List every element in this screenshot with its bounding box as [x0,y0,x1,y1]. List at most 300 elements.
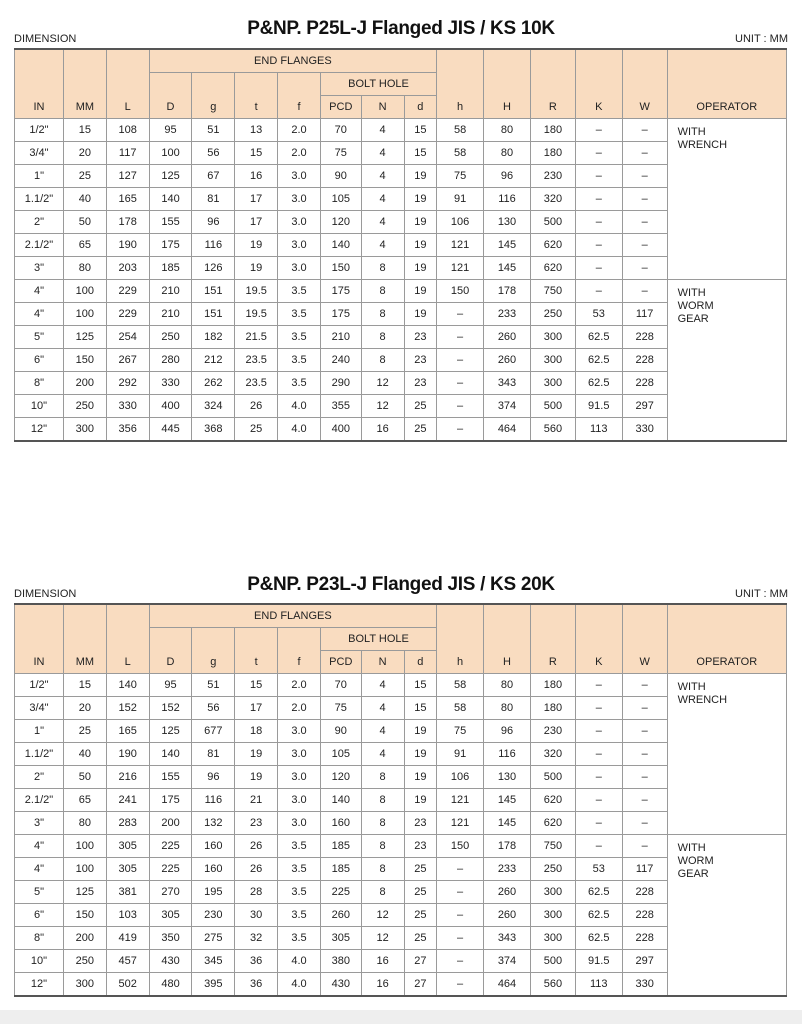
cell-length-l: 190 [106,743,149,766]
cell-size-in: 10" [15,395,64,418]
header-flange-D: D [149,73,192,119]
cell-dim-R: 180 [530,697,575,720]
cell-size-mm: 250 [63,950,106,973]
cell-flange-g: 116 [192,234,235,257]
cell-length-l: 165 [106,188,149,211]
cell-dim-R: 300 [530,326,575,349]
cell-size-in: 12" [15,973,64,997]
cell-bolt-d: 27 [404,950,437,973]
cell-dim-H: 80 [484,697,531,720]
cell-flange-t: 30 [235,904,278,927]
cell-dim-h: 121 [437,234,484,257]
cell-length-l: 292 [106,372,149,395]
cell-size-in: 5" [15,881,64,904]
cell-dim-h: – [437,349,484,372]
cell-flange-g: 96 [192,766,235,789]
cell-dim-R: 230 [530,720,575,743]
cell-size-mm: 250 [63,395,106,418]
cell-dim-R: 620 [530,789,575,812]
cell-flange-t: 16 [235,165,278,188]
cell-dim-W: 330 [622,418,667,442]
header-dim-H: H [484,49,531,119]
cell-length-l: 103 [106,904,149,927]
cell-size-mm: 40 [63,188,106,211]
cell-dim-K: 62.5 [575,349,622,372]
cell-size-in: 2" [15,211,64,234]
header-dim-W: W [622,49,667,119]
cell-bolt-pcd: 70 [320,119,361,142]
cell-dim-R: 250 [530,303,575,326]
cell-flange-d: 210 [149,280,192,303]
cell-dim-W: – [622,234,667,257]
cell-bolt-d: 25 [404,418,437,442]
cell-flange-f: 2.0 [278,674,321,697]
cell-size-mm: 80 [63,257,106,280]
cell-size-in: 6" [15,349,64,372]
cell-dim-R: 620 [530,257,575,280]
cell-dim-W: 117 [622,303,667,326]
cell-size-in: 3" [15,812,64,835]
cell-dim-h: – [437,950,484,973]
cell-length-l: 457 [106,950,149,973]
cell-dim-H: 96 [484,720,531,743]
cell-bolt-n: 8 [361,812,404,835]
cell-flange-t: 32 [235,927,278,950]
cell-bolt-n: 8 [361,858,404,881]
cell-bolt-pcd: 355 [320,395,361,418]
cell-bolt-pcd: 400 [320,418,361,442]
cell-size-mm: 25 [63,720,106,743]
cell-flange-f: 3.0 [278,257,321,280]
cell-dim-W: – [622,789,667,812]
header-bolt-d: d [404,96,437,119]
cell-flange-f: 3.5 [278,303,321,326]
cell-flange-d: 140 [149,743,192,766]
sheet-title: P&NP. P25L-J Flanged JIS / KS 10K [247,18,555,39]
cell-flange-f: 3.5 [278,927,321,950]
cell-flange-g: 116 [192,789,235,812]
cell-dim-h: 58 [437,674,484,697]
cell-dim-K: 62.5 [575,326,622,349]
header-bolt-pcd: PCD [320,651,361,674]
cell-dim-h: 121 [437,812,484,835]
unit-label: UNIT : MM [735,588,788,600]
cell-dim-R: 300 [530,349,575,372]
cell-dim-h: 150 [437,280,484,303]
cell-size-in: 2.1/2" [15,234,64,257]
cell-dim-R: 300 [530,372,575,395]
cell-bolt-pcd: 105 [320,743,361,766]
cell-bolt-d: 15 [404,697,437,720]
cell-length-l: 283 [106,812,149,835]
cell-flange-g: 151 [192,303,235,326]
cell-flange-t: 19 [235,257,278,280]
cell-dim-K: 113 [575,973,622,997]
cell-dim-H: 260 [484,326,531,349]
cell-dim-h: – [437,904,484,927]
cell-dim-W: – [622,743,667,766]
cell-dim-H: 130 [484,766,531,789]
cell-bolt-n: 8 [361,835,404,858]
cell-bolt-d: 15 [404,142,437,165]
header-end-flanges: END FLANGES [149,49,437,73]
cell-bolt-d: 25 [404,904,437,927]
header-dim-H: H [484,604,531,674]
cell-dim-R: 500 [530,766,575,789]
cell-length-l: 419 [106,927,149,950]
cell-dim-R: 180 [530,142,575,165]
cell-flange-t: 15 [235,674,278,697]
cell-size-in: 10" [15,950,64,973]
cell-bolt-n: 12 [361,927,404,950]
cell-dim-K: – [575,119,622,142]
cell-dim-K: – [575,188,622,211]
cell-length-l: 190 [106,234,149,257]
header-operator: OPERATOR [667,49,786,119]
cell-dim-K: – [575,835,622,858]
cell-flange-f: 3.0 [278,211,321,234]
cell-flange-t: 13 [235,119,278,142]
cell-length-l: 216 [106,766,149,789]
cell-bolt-pcd: 90 [320,720,361,743]
cell-size-in: 8" [15,372,64,395]
cell-size-in: 4" [15,303,64,326]
cell-bolt-d: 19 [404,188,437,211]
cell-dim-W: 228 [622,904,667,927]
cell-bolt-pcd: 70 [320,674,361,697]
cell-dim-R: 320 [530,743,575,766]
cell-length-l: 117 [106,142,149,165]
cell-size-mm: 150 [63,349,106,372]
cell-flange-f: 3.5 [278,280,321,303]
cell-size-in: 3/4" [15,697,64,720]
cell-flange-t: 21 [235,789,278,812]
cell-dim-h: – [437,858,484,881]
cell-flange-f: 3.0 [278,766,321,789]
cell-flange-d: 400 [149,395,192,418]
cell-flange-t: 25 [235,418,278,442]
header-flange-f: f [278,628,321,674]
cell-dim-W: – [622,257,667,280]
cell-flange-f: 4.0 [278,973,321,997]
cell-dim-h: 58 [437,697,484,720]
cell-dim-H: 96 [484,165,531,188]
cell-flange-f: 3.0 [278,812,321,835]
cell-bolt-pcd: 105 [320,188,361,211]
cell-flange-f: 3.5 [278,835,321,858]
cell-bolt-n: 4 [361,119,404,142]
cell-flange-t: 36 [235,950,278,973]
cell-bolt-pcd: 240 [320,349,361,372]
cell-dim-W: – [622,211,667,234]
cell-length-l: 241 [106,789,149,812]
cell-bolt-d: 25 [404,881,437,904]
cell-flange-f: 3.0 [278,743,321,766]
cell-length-l: 165 [106,720,149,743]
cell-size-mm: 125 [63,881,106,904]
cell-bolt-n: 4 [361,142,404,165]
cell-bolt-d: 19 [404,211,437,234]
cell-flange-d: 140 [149,188,192,211]
table-row [15,835,787,858]
cell-flange-f: 3.5 [278,372,321,395]
cell-bolt-n: 8 [361,280,404,303]
cell-bolt-n: 8 [361,257,404,280]
cell-flange-f: 3.5 [278,858,321,881]
header-flange-g: g [192,628,235,674]
header-dim-h: h [437,604,484,674]
cell-dim-K: 91.5 [575,395,622,418]
cell-dim-R: 560 [530,418,575,442]
cell-dim-W: – [622,165,667,188]
cell-flange-t: 26 [235,858,278,881]
cell-dim-h: – [437,973,484,997]
cell-dim-W: – [622,766,667,789]
cell-length-l: 356 [106,418,149,442]
cell-dim-h: – [437,927,484,950]
cell-flange-d: 175 [149,234,192,257]
cell-bolt-n: 16 [361,973,404,997]
cell-bolt-n: 8 [361,789,404,812]
cell-dim-W: 297 [622,950,667,973]
cell-dim-H: 260 [484,349,531,372]
cell-flange-g: 262 [192,372,235,395]
cell-dim-W: – [622,142,667,165]
header-bolt-d: d [404,651,437,674]
cell-dim-h: – [437,372,484,395]
cell-bolt-pcd: 210 [320,326,361,349]
cell-size-in: 2" [15,766,64,789]
cell-flange-d: 152 [149,697,192,720]
cell-length-l: 305 [106,835,149,858]
cell-dim-h: – [437,418,484,442]
cell-dim-h: – [437,881,484,904]
cell-flange-g: 395 [192,973,235,997]
cell-flange-g: 81 [192,188,235,211]
header-flange-t: t [235,628,278,674]
cell-dim-h: – [437,303,484,326]
cell-dim-K: – [575,743,622,766]
cell-dim-K: – [575,165,622,188]
cell-flange-g: 275 [192,927,235,950]
cell-bolt-n: 8 [361,881,404,904]
header-bolt-hole: BOLT HOLE [320,628,436,651]
cell-flange-g: 368 [192,418,235,442]
cell-dim-R: 500 [530,395,575,418]
cell-bolt-pcd: 260 [320,904,361,927]
cell-flange-g: 212 [192,349,235,372]
cell-dim-h: 58 [437,119,484,142]
cell-bolt-n: 4 [361,165,404,188]
cell-dim-h: 75 [437,720,484,743]
cell-bolt-n: 16 [361,950,404,973]
cell-dim-K: – [575,720,622,743]
cell-length-l: 127 [106,165,149,188]
cell-length-l: 140 [106,674,149,697]
cell-flange-t: 28 [235,881,278,904]
header-bolt-pcd: PCD [320,96,361,119]
cell-size-mm: 125 [63,326,106,349]
cell-dim-H: 178 [484,835,531,858]
cell-dim-K: 53 [575,858,622,881]
cell-flange-f: 2.0 [278,119,321,142]
cell-operator: WITH WORM GEAR [667,280,786,442]
cell-size-mm: 15 [63,119,106,142]
header-dim-h: h [437,49,484,119]
cell-dim-H: 178 [484,280,531,303]
cell-dim-W: – [622,188,667,211]
cell-size-mm: 50 [63,766,106,789]
cell-size-mm: 300 [63,418,106,442]
cell-size-mm: 15 [63,674,106,697]
cell-dim-R: 300 [530,881,575,904]
cell-bolt-pcd: 75 [320,142,361,165]
cell-flange-f: 2.0 [278,142,321,165]
cell-size-mm: 25 [63,165,106,188]
cell-flange-d: 95 [149,119,192,142]
cell-flange-t: 17 [235,697,278,720]
cell-dim-R: 250 [530,858,575,881]
cell-dim-H: 233 [484,303,531,326]
cell-bolt-pcd: 160 [320,812,361,835]
cell-flange-f: 3.0 [278,188,321,211]
cell-flange-g: 51 [192,119,235,142]
cell-size-in: 1/2" [15,119,64,142]
footer-strip [0,1010,802,1024]
header-dim-K: K [575,604,622,674]
cell-size-mm: 200 [63,372,106,395]
cell-flange-g: 51 [192,674,235,697]
cell-dim-R: 300 [530,904,575,927]
cell-length-l: 305 [106,858,149,881]
cell-dim-K: 53 [575,303,622,326]
cell-flange-g: 160 [192,835,235,858]
cell-flange-t: 19.5 [235,280,278,303]
cell-bolt-n: 4 [361,697,404,720]
cell-dim-K: 62.5 [575,904,622,927]
cell-bolt-pcd: 430 [320,973,361,997]
cell-bolt-d: 19 [404,720,437,743]
cell-flange-g: 324 [192,395,235,418]
table-row [15,280,787,303]
cell-bolt-n: 4 [361,234,404,257]
cell-bolt-d: 19 [404,257,437,280]
table-row [15,119,787,142]
cell-size-mm: 20 [63,697,106,720]
cell-bolt-n: 12 [361,372,404,395]
cell-flange-g: 81 [192,743,235,766]
cell-dim-K: 62.5 [575,927,622,950]
cell-bolt-n: 4 [361,720,404,743]
cell-flange-t: 19 [235,234,278,257]
cell-dim-W: – [622,280,667,303]
cell-dim-W: 228 [622,927,667,950]
cell-size-mm: 80 [63,812,106,835]
cell-dim-K: 91.5 [575,950,622,973]
cell-flange-d: 125 [149,165,192,188]
cell-flange-d: 270 [149,881,192,904]
dimension-label: DIMENSION [14,588,77,600]
cell-flange-g: 126 [192,257,235,280]
cell-flange-d: 95 [149,674,192,697]
cell-size-mm: 65 [63,234,106,257]
cell-dim-K: – [575,812,622,835]
cell-flange-t: 36 [235,973,278,997]
cell-size-mm: 300 [63,973,106,997]
cell-flange-d: 445 [149,418,192,442]
cell-dim-W: – [622,720,667,743]
cell-size-mm: 65 [63,789,106,812]
header-operator: OPERATOR [667,604,786,674]
cell-flange-d: 200 [149,812,192,835]
cell-flange-g: 345 [192,950,235,973]
cell-flange-g: 132 [192,812,235,835]
cell-dim-K: 62.5 [575,372,622,395]
cell-flange-g: 230 [192,904,235,927]
cell-bolt-pcd: 120 [320,211,361,234]
cell-operator: WITH WORM GEAR [667,835,786,997]
cell-size-mm: 100 [63,858,106,881]
cell-length-l: 178 [106,211,149,234]
cell-length-l: 203 [106,257,149,280]
cell-flange-g: 56 [192,697,235,720]
header-end-flanges: END FLANGES [149,604,437,628]
cell-dim-H: 145 [484,789,531,812]
cell-bolt-pcd: 175 [320,280,361,303]
cell-dim-R: 180 [530,674,575,697]
cell-dim-H: 80 [484,142,531,165]
cell-flange-d: 480 [149,973,192,997]
cell-dim-W: 117 [622,858,667,881]
table-row [15,674,787,697]
cell-size-in: 2.1/2" [15,789,64,812]
cell-length-l: 502 [106,973,149,997]
cell-dim-H: 233 [484,858,531,881]
cell-flange-d: 175 [149,789,192,812]
cell-dim-R: 230 [530,165,575,188]
header-flange-t: t [235,73,278,119]
cell-bolt-pcd: 90 [320,165,361,188]
cell-bolt-n: 4 [361,211,404,234]
cell-length-l: 330 [106,395,149,418]
cell-bolt-pcd: 150 [320,257,361,280]
cell-dim-H: 145 [484,257,531,280]
cell-length-l: 229 [106,280,149,303]
cell-length-l: 229 [106,303,149,326]
cell-size-in: 5" [15,326,64,349]
cell-bolt-pcd: 140 [320,789,361,812]
cell-dim-W: 297 [622,395,667,418]
cell-flange-f: 3.0 [278,720,321,743]
cell-bolt-pcd: 290 [320,372,361,395]
cell-bolt-pcd: 120 [320,766,361,789]
cell-bolt-pcd: 175 [320,303,361,326]
cell-length-l: 267 [106,349,149,372]
cell-flange-t: 19.5 [235,303,278,326]
dimension-table [14,603,787,997]
cell-flange-d: 350 [149,927,192,950]
cell-flange-d: 430 [149,950,192,973]
cell-dim-K: 113 [575,418,622,442]
cell-flange-f: 3.5 [278,904,321,927]
cell-dim-R: 560 [530,973,575,997]
cell-flange-d: 125 [149,720,192,743]
cell-size-in: 1.1/2" [15,188,64,211]
cell-size-in: 12" [15,418,64,442]
cell-flange-t: 23 [235,812,278,835]
cell-dim-R: 300 [530,927,575,950]
cell-bolt-d: 23 [404,812,437,835]
